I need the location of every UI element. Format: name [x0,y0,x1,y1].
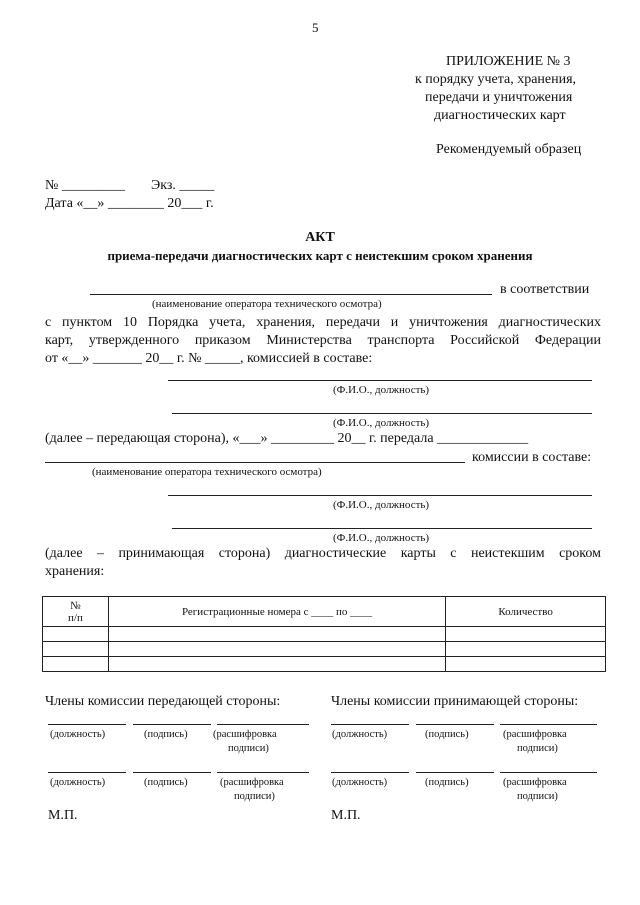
act-subtitle: приема-передачи диагностических карт с неистекшим сроком хранения [107,248,533,263]
signature-line [217,724,309,725]
operator-caption: (наименование оператора технического осмотра) [92,466,322,478]
appendix-line: передачи и уничтожения [425,90,573,105]
fio-caption: (Ф.И.О., должность) [333,417,430,429]
signature-line [133,772,211,773]
decode-caption: (расшифровка [503,729,567,740]
paragraph-line: с пунктом 10 Порядка учета, хранения, передачи и уничтожения диагностических [45,315,601,330]
table-cell [108,627,445,642]
table-row [43,657,606,672]
header-reg-numbers: Регистрационные номера с ____ по ____ [108,597,445,627]
signature-caption: (подпись) [425,777,469,788]
signature-line [331,724,409,725]
act-title: АКТ [305,230,335,245]
signature-line [331,772,409,773]
signature-caption: (подпись) [425,729,469,740]
fio-line [172,528,592,529]
decode-caption: подписи) [234,791,275,802]
transferring-members-title: Члены комиссии передающей стороны: [45,694,281,709]
signature-line [500,724,597,725]
fio-line [168,380,592,381]
table-cell [446,657,606,672]
recommended-sample: Рекомендуемый образец [436,142,582,157]
decode-caption: подписи) [517,743,558,754]
decode-caption: подписи) [228,743,269,754]
doc-date: Дата «__» ________ 20___ г. [45,196,214,211]
signature-caption: (подпись) [144,729,188,740]
paragraph-line: хранения: [45,564,105,579]
operator-name-line [90,294,492,295]
doc-number: № _________ [45,178,125,193]
position-caption: (должность) [50,729,106,740]
cards-table [42,596,606,672]
fio-line [168,495,592,496]
signature-line [217,772,309,773]
commission-text: комиссии в составе: [472,450,592,465]
operator-name-line [45,462,465,463]
fio-line [172,413,592,414]
header-num: № п/п [43,597,109,627]
operator-caption: (наименование оператора технического осмотра) [152,298,382,310]
paragraph-line: от «__» _______ 20__ г. № _____, комиссией в составе: [45,351,373,366]
paragraph-line: карт, утвержденного приказом Министерства транспорта Российской Федерации [45,333,601,348]
signature-line [416,772,494,773]
table-cell [108,642,445,657]
copy-number: Экз. _____ [151,178,215,193]
table-row [43,642,606,657]
fio-caption: (Ф.И.О., должность) [333,384,430,396]
signature-line [48,724,126,725]
signature-line [48,772,126,773]
signature-line [500,772,597,773]
accordance-text: в соответствии [500,282,590,297]
table-header-row [43,597,606,627]
decode-caption: (расшифровка [220,777,284,788]
header-quantity: Количество [446,597,606,627]
decode-caption: подписи) [517,791,558,802]
table-cell [43,642,109,657]
table-cell [446,627,606,642]
receiving-members-title: Члены комиссии принимающей стороны: [331,694,579,709]
page-number: 5 [312,20,319,35]
table-cell [43,657,109,672]
signature-line [416,724,494,725]
table-cell [43,627,109,642]
position-caption: (должность) [332,729,388,740]
decode-caption: (расшифровка [503,777,567,788]
fio-caption: (Ф.И.О., должность) [333,532,430,544]
table-cell [446,642,606,657]
transfer-text: (далее – передающая сторона), «___» _________ 20__ г. передала _____________ [45,431,529,446]
appendix-title: ПРИЛОЖЕНИЕ № 3 [446,54,571,69]
table-row [43,627,606,642]
appendix-line: к порядку учета, хранения, [415,72,577,87]
decode-caption: (расшифровка [213,729,277,740]
position-caption: (должность) [332,777,388,788]
position-caption: (должность) [50,777,106,788]
stamp-place-right: М.П. [331,808,361,823]
paragraph-line: (далее – принимающая сторона) диагностические карты с неистекшим сроком [45,546,601,561]
stamp-place-left: М.П. [48,808,78,823]
appendix-line: диагностических карт [434,108,566,123]
fio-caption: (Ф.И.О., должность) [333,499,430,511]
signature-caption: (подпись) [144,777,188,788]
table-cell [108,657,445,672]
signature-line [133,724,211,725]
